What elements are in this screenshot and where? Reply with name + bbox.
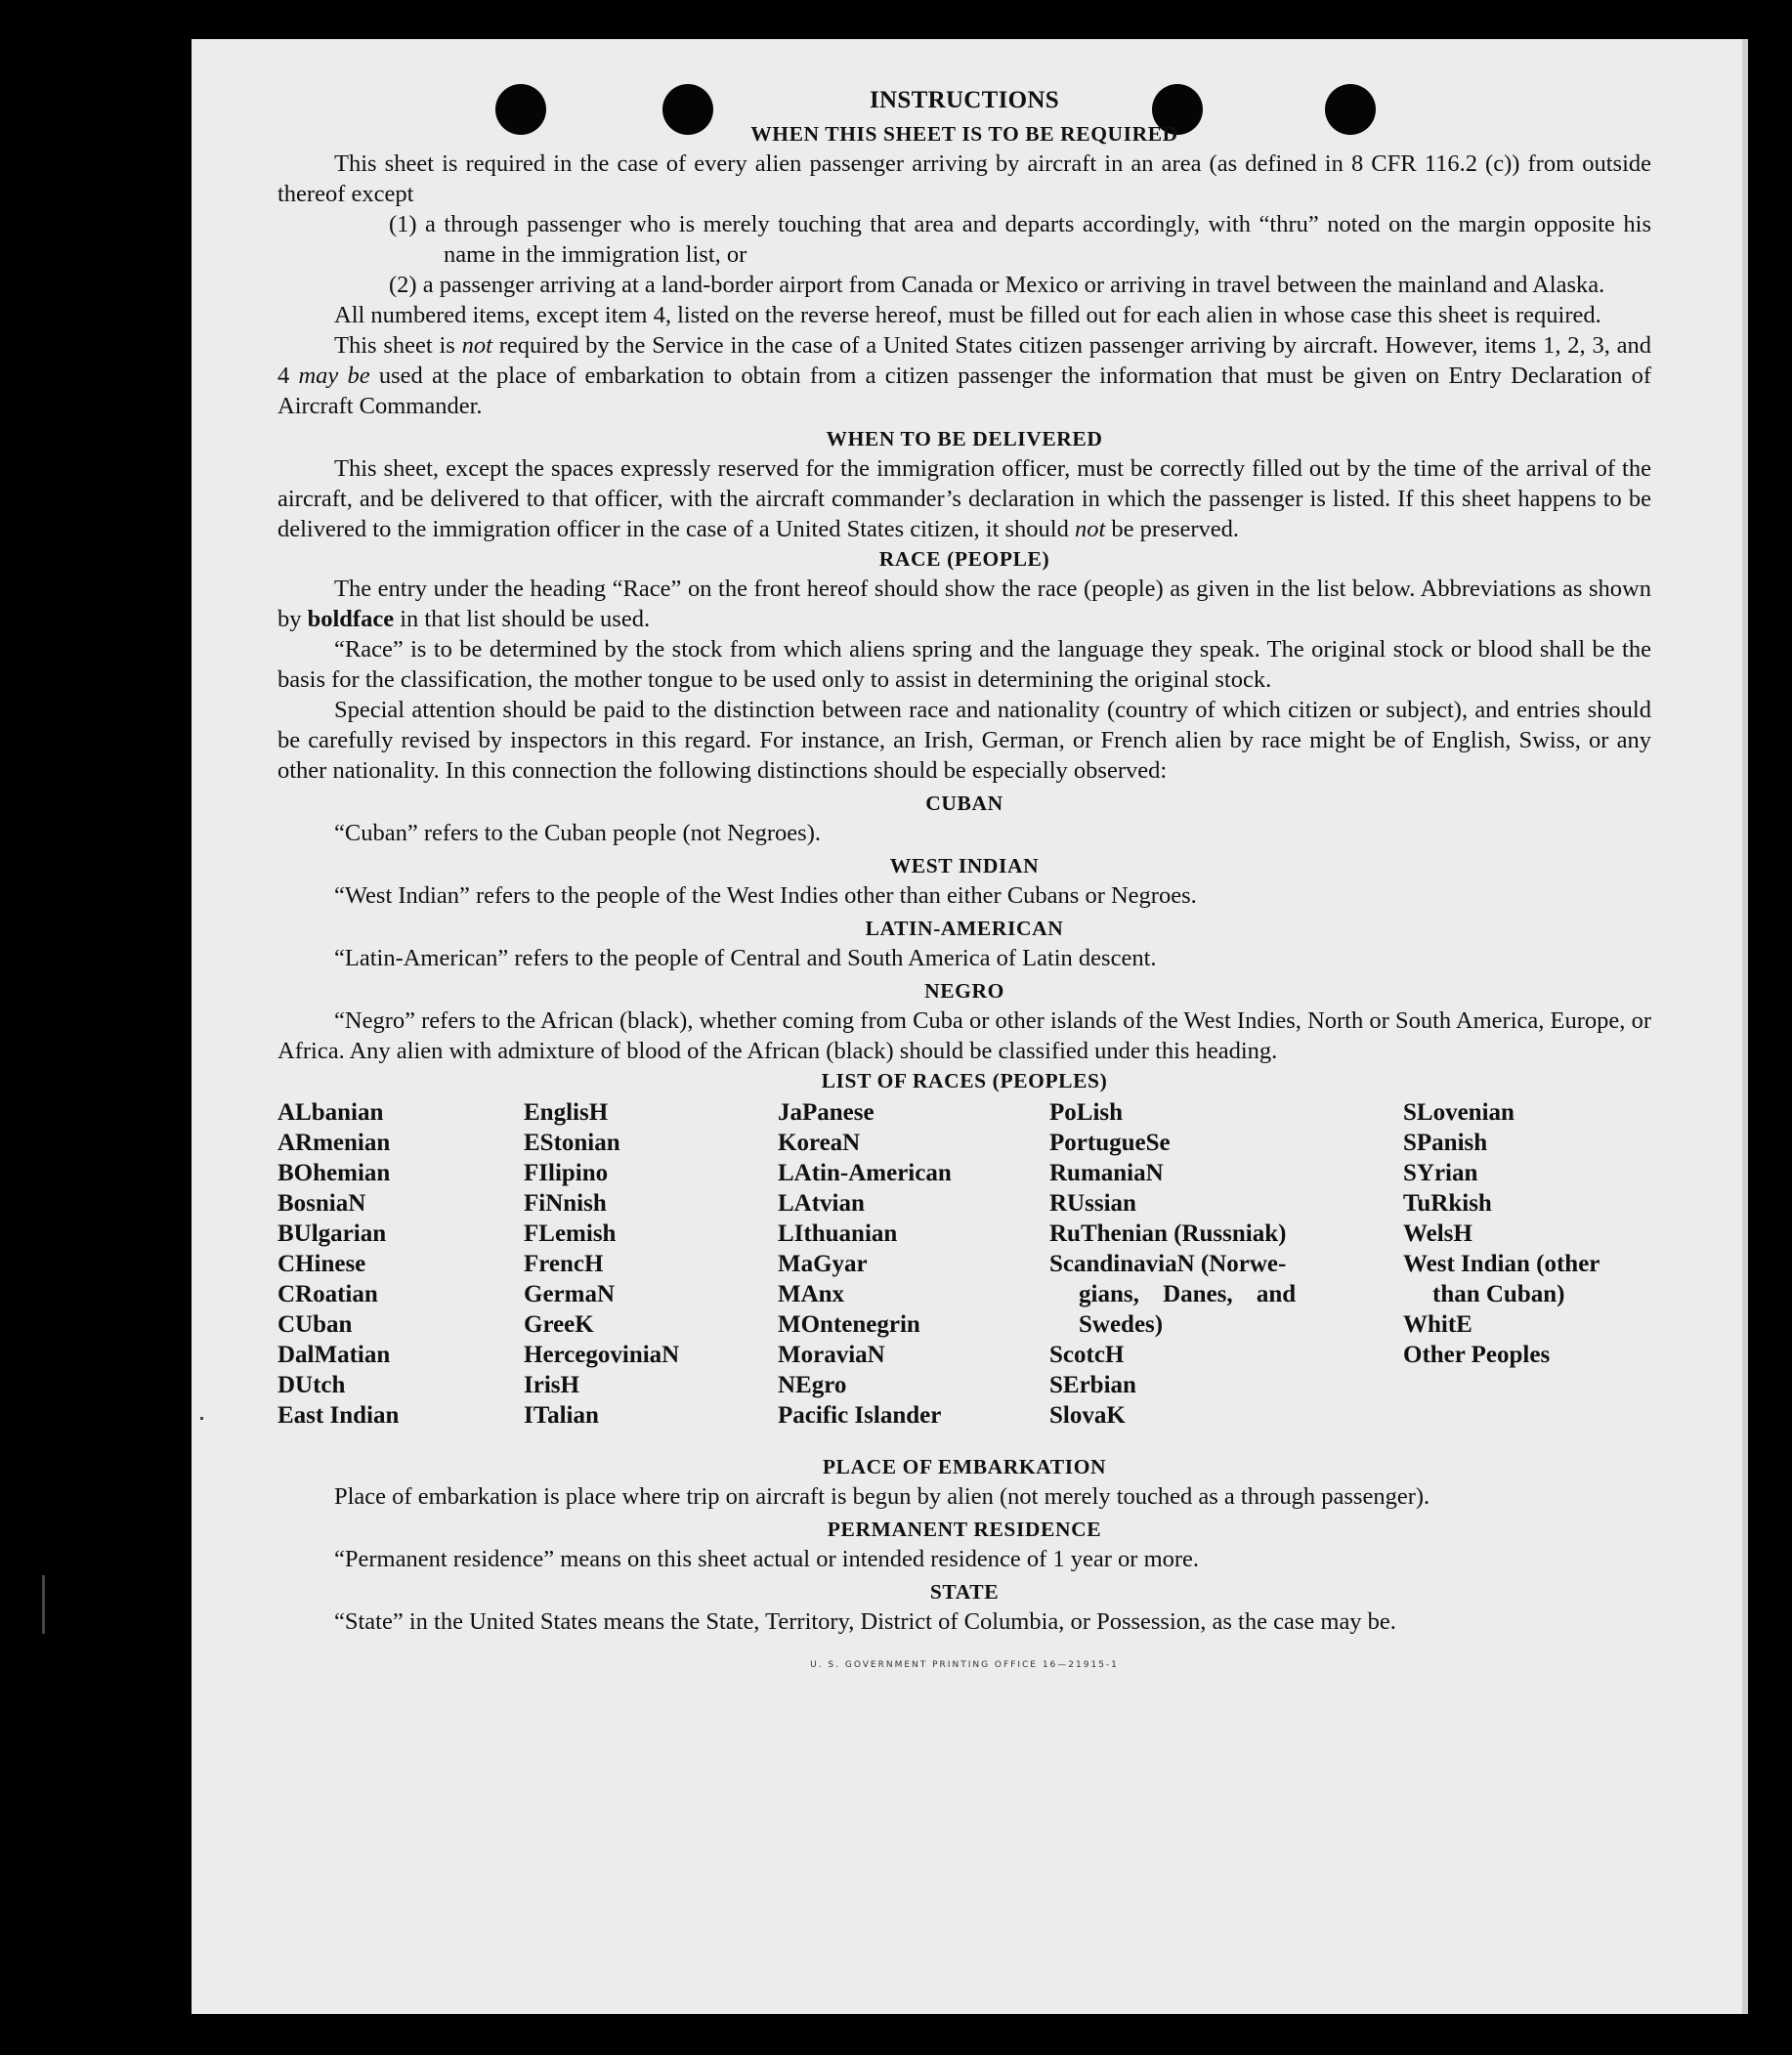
text-run: in that list should be used. [394, 606, 651, 632]
list-item-continuation: gians, Danes, and [1079, 1281, 1297, 1307]
emphasis-text: not [461, 332, 492, 359]
paragraph: “Negro” refers to the African (black), whether coming from Cuba or other islands of the West Indies, North or South America, Europe, or Africa. Any alien with admixture of blood of the African (black) should be classified under this heading. [277, 1007, 1651, 1064]
paragraph [277, 330, 1651, 421]
page-title: INSTRUCTIONS [870, 87, 1059, 113]
list-item: MOntenegrin [778, 1311, 920, 1338]
section-heading-state: STATE [929, 1580, 1000, 1604]
paragraph [277, 453, 1651, 544]
text-run: This sheet is [334, 332, 462, 359]
list-item: KoreaN [778, 1130, 861, 1156]
paragraph: “Permanent residence” means on this sheet actual or intended residence of 1 year or more. [334, 1546, 1200, 1572]
list-item: RumaniaN [1049, 1160, 1164, 1186]
paragraph: “West Indian” refers to the people of the West Indies other than either Cubans or Negroes. [334, 882, 1197, 909]
list-item: ScandinaviaN (Norwe- [1049, 1251, 1287, 1277]
section-heading-residence: PERMANENT RESIDENCE [827, 1518, 1102, 1541]
section-heading-west-indian: WEST INDIAN [889, 854, 1040, 878]
list-item: LAtvian [778, 1190, 865, 1217]
races-column-4 [1049, 1097, 1296, 1431]
list-item-continuation: than Cuban) [1432, 1281, 1565, 1307]
text-run: The entry under the heading “Race” on the front hereof should show the race (people) as given in the list below. Abbreviations as shown by [277, 576, 1651, 632]
list-item: PoLish [1049, 1099, 1124, 1126]
list-item: ARmenian [277, 1130, 391, 1156]
section-heading-latin-american: LATIN-AMERICAN [865, 917, 1064, 940]
text-run: This sheet, except the spaces expressly reserved for the immigration officer, must be correctly filled out by the time of the arrival of the aircraft, and be delivered to that officer, with the aircraft commander’s declaration in which the passenger is listed. If this sheet happens to be delivered to the immigration officer in the case of a United States citizen, it should [277, 455, 1651, 542]
section-heading-races-list: LIST OF RACES (PEOPLES) [821, 1069, 1108, 1092]
list-item: ScotcH [1049, 1342, 1125, 1368]
list-item: SYrian [1403, 1160, 1478, 1186]
list-item: RuThenian (Russniak) [1049, 1220, 1287, 1247]
list-item: MAnx [778, 1281, 845, 1307]
list-item: Pacific Islander [778, 1402, 942, 1429]
list-item: PortugueSe [1049, 1130, 1171, 1156]
list-item: MaGyar [778, 1251, 868, 1277]
paragraph: “Latin-American” refers to the people of Central and South America of Latin descent. [334, 945, 1157, 971]
paragraph: “State” in the United States means the State, Territory, District of Columbia, or Possession, as the case may be. [334, 1608, 1396, 1635]
text-run: used at the place of embarkation to obtain from a citizen passenger the information that must be given on Entry Declaration of Aircraft Commander. [277, 363, 1652, 419]
list-item: West Indian (other [1403, 1251, 1600, 1277]
list-item: LAtin-American [778, 1160, 952, 1186]
races-column-2 [524, 1097, 679, 1431]
list-item: (2) a passenger arriving at a land-border airport from Canada or Mexico or arriving in travel between the mainland and Alaska. [389, 272, 1605, 298]
bold-text: boldface [307, 606, 395, 632]
list-item-continuation: Swedes) [1079, 1311, 1164, 1338]
section-heading-cuban: CUBAN [925, 792, 1003, 815]
list-item: GermaN [524, 1281, 616, 1307]
list-item: BOhemian [277, 1160, 391, 1186]
section-heading-negro: NEGRO [924, 979, 1004, 1003]
paragraph: Place of embarkation is place where trip on aircraft is begun by alien (not merely touched as a through passenger). [334, 1483, 1430, 1510]
paragraph [277, 574, 1651, 634]
list-item: EnglisH [524, 1099, 609, 1126]
list-item: ITalian [524, 1402, 599, 1429]
list-item: HercegoviniaN [524, 1342, 680, 1368]
scan-artifact [42, 1575, 45, 1634]
list-item: NEgro [778, 1372, 847, 1398]
list-item: EStonian [524, 1130, 620, 1156]
list-item: DUtch [277, 1372, 346, 1398]
list-item: SlovaK [1049, 1402, 1126, 1429]
list-item: RUssian [1049, 1190, 1136, 1217]
scan-artifact [200, 1417, 203, 1420]
paragraph: This sheet is required in the case of every alien passenger arriving by aircraft in an area (as defined in 8 CFR 116.2 (c)) from outside thereof except [277, 150, 1651, 207]
list-item: MoraviaN [778, 1342, 885, 1368]
list-item: SErbian [1049, 1372, 1136, 1398]
list-item: WhitE [1403, 1311, 1472, 1338]
list-item: FiNnish [524, 1190, 607, 1217]
paragraph: “Cuban” refers to the Cuban people (not Negroes). [334, 820, 821, 846]
printer-imprint: U. S. GOVERNMENT PRINTING OFFICE 16—21915-1 [810, 1660, 1119, 1670]
text-run: be preserved. [1105, 516, 1240, 542]
section-heading-required: WHEN THIS SHEET IS TO BE REQUIRED [750, 122, 1178, 146]
list-item: CHinese [277, 1251, 366, 1277]
paragraph: All numbered items, except item 4, listed on the reverse hereof, must be filled out for each alien in whose case this sheet is required. [334, 302, 1601, 328]
paragraph: “Race” is to be determined by the stock from which aliens spring and the language they speak. The original stock or blood shall be the basis for the classification, the mother tongue to be used only to assist in determining the original stock. [277, 636, 1651, 693]
list-item: FIlipino [524, 1160, 609, 1186]
emphasis-text: not [1074, 516, 1106, 542]
list-item: CUban [277, 1311, 353, 1338]
list-item: IrisH [524, 1372, 579, 1398]
list-item: DalMatian [277, 1342, 391, 1368]
list-item: (1) a through passenger who is merely touching that area and departs accordingly, with “thru” noted on the margin opposite his name in the immigration list, or [389, 211, 1651, 268]
list-item: FrencH [524, 1251, 604, 1277]
section-heading-delivered: WHEN TO BE DELIVERED [826, 427, 1103, 450]
list-item: WelsH [1403, 1220, 1472, 1247]
races-column-5 [1403, 1097, 1600, 1370]
list-item: East Indian [277, 1402, 400, 1429]
list-item: SLovenian [1403, 1099, 1515, 1126]
emphasis-text: may be [298, 363, 370, 389]
races-column-3 [778, 1097, 952, 1431]
list-item: TuRkish [1403, 1190, 1492, 1217]
list-item: ALbanian [277, 1099, 384, 1126]
list-item: Other Peoples [1403, 1342, 1551, 1368]
races-column-1 [277, 1097, 399, 1431]
list-item: GreeK [524, 1311, 594, 1338]
list-item: SPanish [1403, 1130, 1488, 1156]
paragraph: Special attention should be paid to the distinction between race and nationality (country of which citizen or subject), and entries should be carefully revised by inspectors in this regard. For instance, an Irish, German, or French alien by race might be of English, Swiss, or any other nationality. In this connection the following distinctions should be especially observed: [277, 697, 1651, 784]
list-item: JaPanese [778, 1099, 875, 1126]
races-list [277, 1097, 1651, 1449]
list-item: BosniaN [277, 1190, 366, 1217]
list-item: CRoatian [277, 1281, 378, 1307]
list-item: BUlgarian [277, 1220, 387, 1247]
text-run: required by the Service in the case of a United States citizen passenger arriving by aircraft. However, items 1, 2, 3, and 4 [277, 332, 1651, 389]
list-item: FLemish [524, 1220, 617, 1247]
section-heading-race: RACE (PEOPLE) [878, 547, 1050, 571]
instructions-content [277, 85, 1651, 1681]
list-item: LIthuanian [778, 1220, 898, 1247]
document-page [192, 39, 1748, 2014]
section-heading-embarkation: PLACE OF EMBARKATION [822, 1455, 1107, 1478]
